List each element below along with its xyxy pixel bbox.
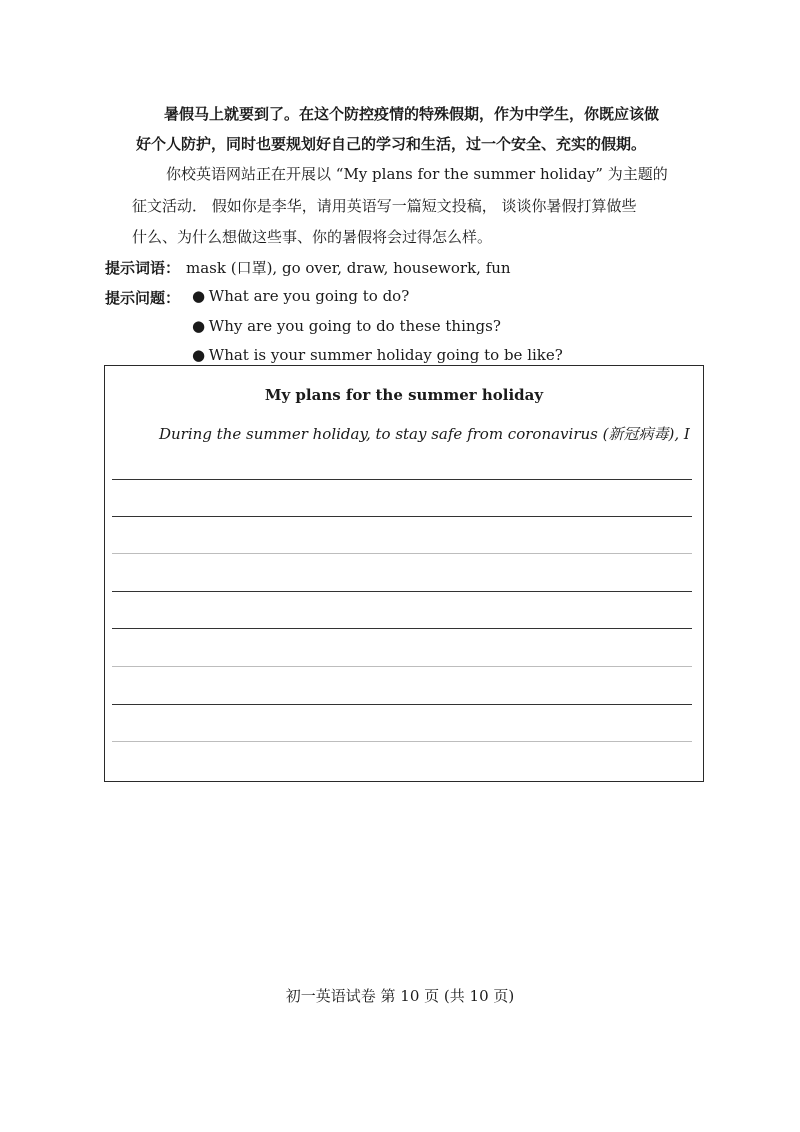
task-line-2: 征文活动． 假如你是李华，请用英语写一篇短文投稿， 谈谈你暑假打算做些 [132, 197, 637, 215]
hint-question-text: What are you going to do? [208, 287, 410, 305]
bullet-icon: ● [192, 346, 206, 364]
writing-line-1[interactable] [112, 479, 692, 480]
writing-line-5[interactable] [112, 628, 692, 629]
task-line-1: 你校英语网站正在开展以 “My plans for the summer holiday” 为主题的 [166, 165, 668, 183]
hint-question-1 [192, 287, 409, 305]
hint-question-3 [192, 346, 563, 364]
hint-words-label: 提示词语： [105, 259, 181, 277]
bullet-icon: ● [192, 317, 206, 335]
writing-line-6[interactable] [112, 666, 692, 667]
writing-line-8[interactable] [112, 741, 692, 742]
hint-question-text: What is your summer holiday going to be like? [208, 346, 563, 364]
hint-question-text: Why are you going to do these things? [208, 317, 501, 335]
intro-line-1: 暑假马上就要到了。在这个防控疫情的特殊假期，作为中学生，你既应该做 [164, 105, 660, 123]
intro-line-2: 好个人防护，同时也要规划好自己的学习和生活，过一个安全、充实的假期。 [136, 135, 647, 153]
writing-line-3[interactable] [112, 553, 692, 554]
writing-line-2[interactable] [112, 516, 692, 517]
essay-starter: During the summer holiday, to stay safe from coronavirus (新冠病毒), I [159, 425, 690, 443]
task-line-3: 什么、为什么想做这些事、你的暑假将会过得怎么样。 [132, 228, 493, 246]
page-footer: 初一英语试卷 第 10 页 (共 10 页) [285, 987, 515, 1005]
hint-words: mask (口罩), go over, draw, housework, fun [186, 259, 511, 277]
hint-questions-label: 提示问题： [105, 289, 181, 307]
essay-title: My plans for the summer holiday [264, 386, 544, 404]
hint-question-2 [192, 317, 501, 335]
writing-line-7[interactable] [112, 704, 692, 705]
writing-line-4[interactable] [112, 591, 692, 592]
bullet-icon: ● [192, 287, 206, 305]
answer-box [104, 365, 704, 782]
